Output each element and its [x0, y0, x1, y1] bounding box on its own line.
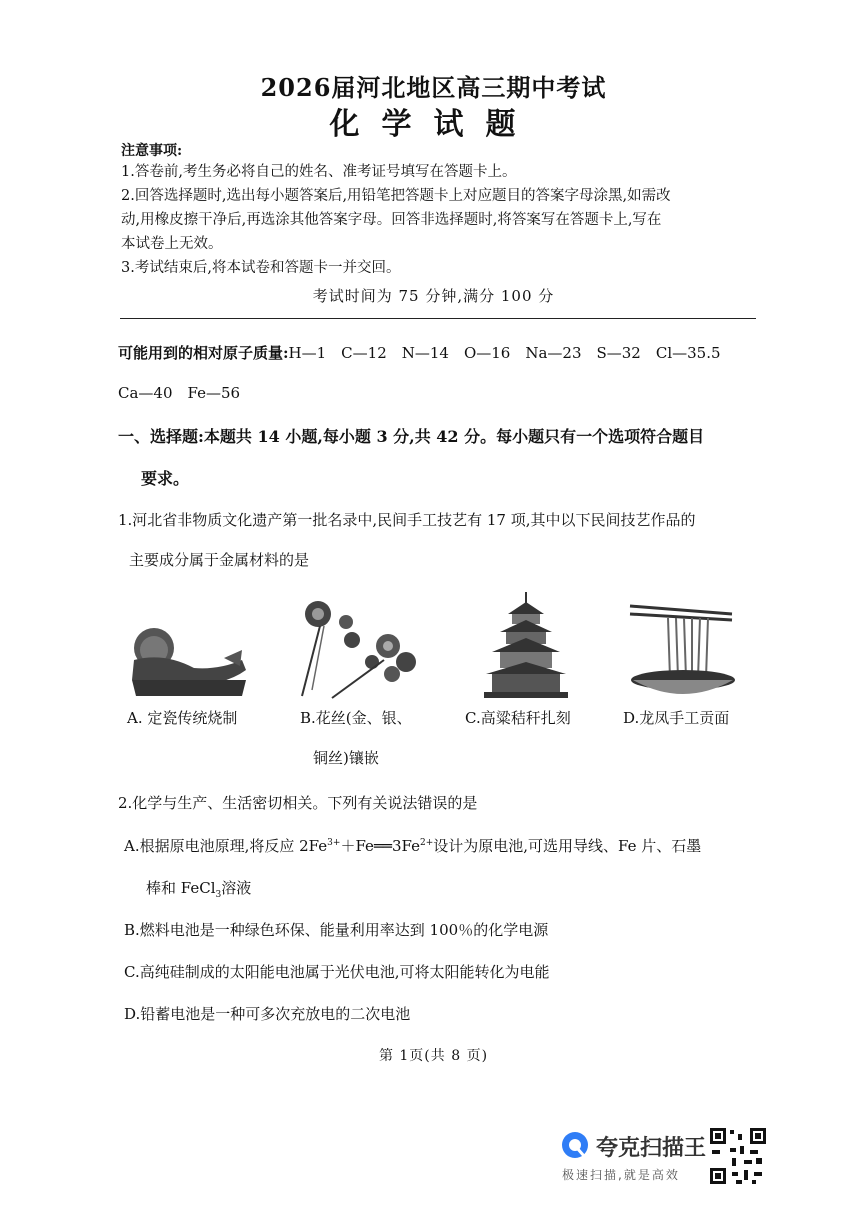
pagoda-carving-image [478, 592, 574, 700]
exam-title: 2026届河北地区高三期中考试 [260, 73, 607, 102]
atomic-mass-line [118, 342, 721, 363]
q2-option-a [124, 835, 701, 856]
atomic-mass-line2: Ca—40 Fe—56 [118, 384, 241, 402]
charge-sup: 3+ [327, 838, 341, 848]
quark-logo-icon [560, 1130, 590, 1160]
q1-stem-cont: 主要成分属于金属材料的是 [129, 551, 310, 569]
notice-item: 动,用橡皮擦干净后,再选涂其他答案字母。回答非选择题时,将答案写在答题卡上,写在 [121, 212, 662, 228]
notice-heading: 注意事项: [121, 143, 183, 159]
q2-stem: 2.化学与生产、生活密切相关。下列有关说法错误的是 [118, 794, 478, 812]
equals-sign: ══ [373, 837, 392, 855]
page-footer: 第 1页(共 8 页) [378, 1048, 489, 1064]
q1-stem: 1.河北省非物质文化遗产第一批名录中,民间手工技艺有 17 项,其中以下民间技艺作品的 [118, 511, 696, 529]
section-title: 一、选择题:本题共 14 小题,每小题 3 分,共 42 分。每小题只有一个选项符合题目 [118, 427, 705, 446]
q1-option-b-cont: 铜丝)镶嵌 [313, 749, 379, 767]
filigree-hairpin-image [296, 596, 426, 700]
q2-option-b: B.燃料电池是一种绿色环保、能量利用率达到 100％的化学电源 [124, 921, 549, 939]
q2-a-text: 棒和 FeCl [146, 879, 216, 897]
notice-item: 本试卷上无效。 [121, 236, 223, 252]
noodle-bowl-image [628, 600, 738, 700]
q1-option-c: C.高粱秸秆扎刻 [465, 709, 571, 727]
ceramic-pillow-image [124, 620, 252, 700]
watermark-slogan: 极速扫描,就是高效 [562, 1168, 680, 1182]
q2-a-text: A.根据原电池原理,将反应 2Fe [124, 837, 328, 855]
charge-sup: 2+ [419, 838, 434, 848]
atomic-mass-label: 可能用到的相对原子质量: [118, 344, 289, 362]
watermark-brand: 夸克扫描王 [596, 1136, 707, 1161]
divider [120, 318, 756, 319]
q2-a-text: 3Fe [391, 837, 420, 855]
q2-a-text: 溶液 [221, 879, 252, 897]
q2-option-a-cont [146, 877, 251, 900]
notice-item: 2.回答选择题时,选出每小题答案后,用铅笔把答题卡上对应题目的答案字母涂黑,如需改 [121, 188, 671, 204]
exam-time: 考试时间为 75 分钟,满分 100 分 [312, 287, 555, 305]
q2-option-d: D.铅蓄电池是一种可多次充放电的二次电池 [124, 1005, 411, 1023]
section-title-cont: 要求。 [141, 469, 190, 488]
q2-a-text: ＋Fe [340, 837, 374, 855]
atomic-mass-values: H—1 C—12 N—14 O—16 Na—23 S—32 Cl—35.5 [288, 344, 721, 362]
q2-a-text: 设计为原电池,可选用导线、Fe 片、石墨 [433, 837, 702, 855]
qr-code-icon [708, 1126, 768, 1186]
notice-item: 3.考试结束后,将本试卷和答题卡一并交回。 [121, 260, 401, 276]
q1-option-b: B.花丝(金、银、 [300, 709, 412, 727]
q1-option-a: A. 定瓷传统烧制 [127, 709, 238, 727]
q2-option-c: C.高纯硅制成的太阳能电池属于光伏电池,可将太阳能转化为电能 [124, 963, 550, 981]
q1-option-d: D.龙凤手工贡面 [623, 709, 730, 727]
subject-title: 化学试题 [329, 107, 538, 142]
subscript: 3 [215, 890, 222, 900]
notice-item: 1.答卷前,考生务必将自己的姓名、准考证号填写在答题卡上。 [121, 164, 517, 180]
